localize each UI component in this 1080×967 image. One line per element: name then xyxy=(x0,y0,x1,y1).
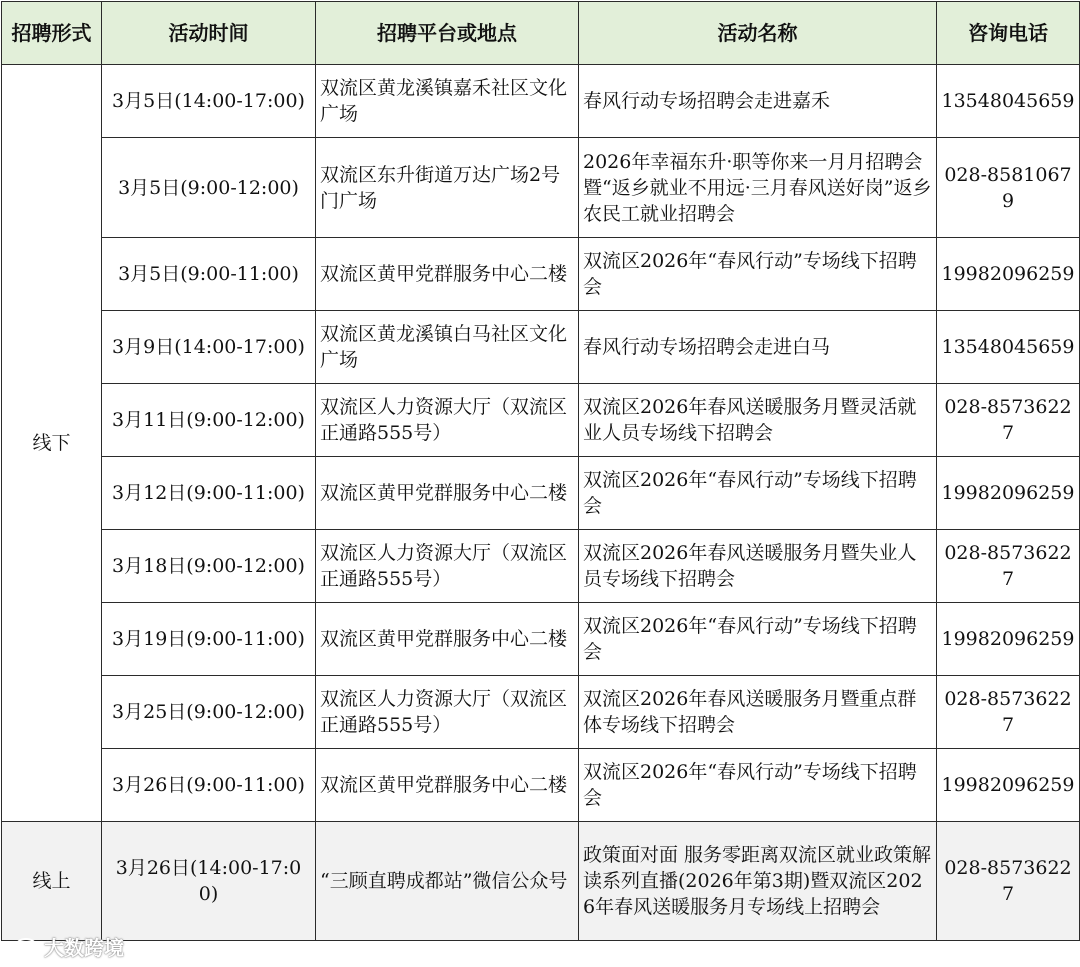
table-row xyxy=(2,749,1080,822)
recruitment-table xyxy=(1,1,1080,941)
table-row xyxy=(2,238,1080,311)
table-row-online xyxy=(2,822,1080,941)
time-cell: 3月18日(9:00-12:00) xyxy=(102,530,316,603)
header-phone: 咨询电话 xyxy=(937,2,1080,65)
activity-cell: 双流区2026年“春风行动”专场线下招聘会 xyxy=(579,238,937,311)
time-cell: 3月12日(9:00-11:00) xyxy=(102,457,316,530)
table-body xyxy=(2,65,1080,941)
place-cell: 双流区人力资源大厅（双流区正通路555号） xyxy=(316,530,579,603)
table-row xyxy=(2,676,1080,749)
activity-cell: 2026年幸福东升·职等你来一月月招聘会暨“返乡就业不用远·三月春风送好岗”返乡农民工就业招聘会 xyxy=(579,138,937,238)
phone-cell: 19982096259 xyxy=(937,457,1080,530)
table-row xyxy=(2,65,1080,138)
time-cell: 3月11日(9:00-12:00) xyxy=(102,384,316,457)
time-cell: 3月5日(14:00-17:00) xyxy=(102,65,316,138)
phone-cell: 13548045659 xyxy=(937,311,1080,384)
activity-cell: 双流区2026年“春风行动”专场线下招聘会 xyxy=(579,457,937,530)
activity-cell: 双流区2026年春风送暖服务月暨重点群体专场线下招聘会 xyxy=(579,676,937,749)
time-cell: 3月25日(9:00-12:00) xyxy=(102,676,316,749)
header-row xyxy=(2,2,1080,65)
time-cell: 3月9日(14:00-17:00) xyxy=(102,311,316,384)
header-form: 招聘形式 xyxy=(2,2,102,65)
place-cell: 双流区黄甲党群服务中心二楼 xyxy=(316,603,579,676)
time-cell: 3月5日(9:00-11:00) xyxy=(102,238,316,311)
phone-cell: 028-85736227 xyxy=(937,676,1080,749)
header-activity: 活动名称 xyxy=(579,2,937,65)
phone-cell: 028-85736227 xyxy=(937,384,1080,457)
chat-bubble-icon xyxy=(14,937,38,957)
online-label: 线上 xyxy=(2,822,102,941)
table-row xyxy=(2,311,1080,384)
watermark-text: 大数跨境 xyxy=(44,936,124,960)
phone-cell: 13548045659 xyxy=(937,65,1080,138)
table-row xyxy=(2,530,1080,603)
phone-cell: 19982096259 xyxy=(937,603,1080,676)
place-cell: 双流区人力资源大厅（双流区正通路555号） xyxy=(316,676,579,749)
activity-cell: 春风行动专场招聘会走进嘉禾 xyxy=(579,65,937,138)
time-cell: 3月5日(9:00-12:00) xyxy=(102,138,316,238)
activity-cell: 双流区2026年春风送暖服务月暨灵活就业人员专场线下招聘会 xyxy=(579,384,937,457)
activity-cell: 双流区2026年春风送暖服务月暨失业人员专场线下招聘会 xyxy=(579,530,937,603)
header-time: 活动时间 xyxy=(102,2,316,65)
time-cell: 3月26日(14:00-17:00) xyxy=(102,822,316,941)
phone-cell: 19982096259 xyxy=(937,238,1080,311)
place-cell: 双流区黄甲党群服务中心二楼 xyxy=(316,457,579,530)
place-cell: 双流区东升街道万达广场2号门广场 xyxy=(316,138,579,238)
activity-cell: 春风行动专场招聘会走进白马 xyxy=(579,311,937,384)
table-row xyxy=(2,138,1080,238)
time-cell: 3月19日(9:00-11:00) xyxy=(102,603,316,676)
phone-cell: 028-85810679 xyxy=(937,138,1080,238)
watermark xyxy=(14,932,124,961)
activity-cell: 政策面对面 服务零距离双流区就业政策解读系列直播(2026年第3期)暨双流区2026年春风送暖服务月专场线上招聘会 xyxy=(579,822,937,941)
place-cell: 双流区黄龙溪镇白马社区文化广场 xyxy=(316,311,579,384)
phone-cell: 19982096259 xyxy=(937,749,1080,822)
activity-cell: 双流区2026年“春风行动”专场线下招聘会 xyxy=(579,603,937,676)
place-cell: 双流区黄龙溪镇嘉禾社区文化广场 xyxy=(316,65,579,138)
header-place: 招聘平台或地点 xyxy=(316,2,579,65)
table-row xyxy=(2,603,1080,676)
phone-cell: 028-85736227 xyxy=(937,530,1080,603)
table-row xyxy=(2,384,1080,457)
place-cell: “三顾直聘成都站”微信公众号 xyxy=(316,822,579,941)
phone-cell: 028-85736227 xyxy=(937,822,1080,941)
place-cell: 双流区人力资源大厅（双流区正通路555号） xyxy=(316,384,579,457)
time-cell: 3月26日(9:00-11:00) xyxy=(102,749,316,822)
place-cell: 双流区黄甲党群服务中心二楼 xyxy=(316,238,579,311)
table-row xyxy=(2,457,1080,530)
place-cell: 双流区黄甲党群服务中心二楼 xyxy=(316,749,579,822)
activity-cell: 双流区2026年“春风行动”专场线下招聘会 xyxy=(579,749,937,822)
offline-label: 线下 xyxy=(2,65,102,822)
